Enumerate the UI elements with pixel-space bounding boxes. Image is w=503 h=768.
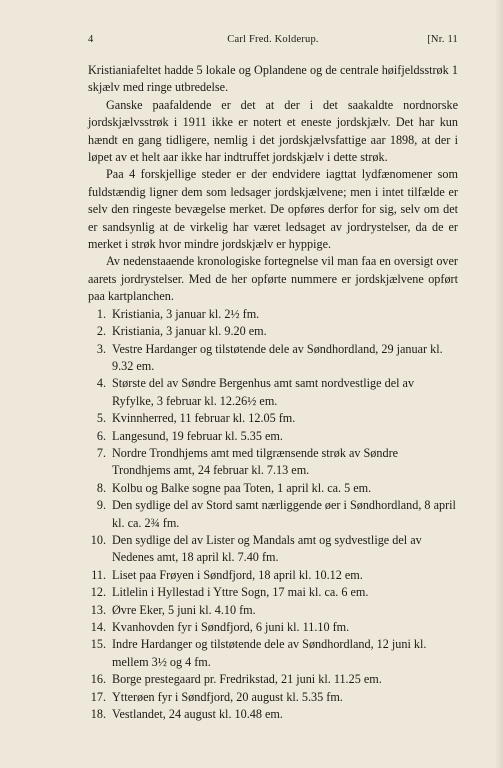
list-item <box>88 567 458 584</box>
item-text: Kristiania, 3 januar kl. 2½ fm. <box>112 306 260 321</box>
item-text: Vestre Hardanger og tilstøtende dele av Søndhordland, 29 januar kl. 9.32 em. <box>112 341 443 373</box>
item-text: Liset paa Frøyen i Søndfjord, 18 april kl. 10.12 em. <box>112 567 363 582</box>
list-item <box>88 706 458 723</box>
item-text: Den sydlige del av Lister og Mandals amt og sydvestlige del av Nedenes amt, 18 april kl. 7.40 fm. <box>112 532 422 565</box>
item-number: 12. <box>90 585 106 600</box>
item-number: 10. <box>90 532 106 547</box>
item-text: Borge prestegaard pr. Fredrikstad, 21 juni kl. 11.25 em. <box>112 672 382 687</box>
item-text: Øvre Eker, 5 juni kl. 4.10 fm. <box>112 602 256 617</box>
list-item <box>88 689 458 706</box>
list-item <box>88 636 458 671</box>
running-header <box>88 34 458 50</box>
list-item <box>88 480 458 497</box>
item-number: 3. <box>96 341 106 356</box>
item-number: 2. <box>96 324 106 339</box>
item-text: Kvanhovden fyr i Søndfjord, 6 juni kl. 11.10 fm. <box>112 620 350 634</box>
list-item <box>88 306 458 323</box>
list-item <box>88 584 458 601</box>
item-text: Litlelin i Hyllestad i Yttre Sogn, 17 mai kl. ca. 6 em. <box>112 585 369 600</box>
item-number: 17. <box>90 689 106 704</box>
running-title: Carl Fred. Kolderup. <box>227 34 319 45</box>
body-text <box>88 62 458 723</box>
list-item <box>88 428 458 445</box>
list-item <box>88 323 458 340</box>
item-text: Kolbu og Balke sogne paa Toten, 1 april kl. ca. 5 em. <box>112 480 372 495</box>
item-text: Nordre Trondhjems amt med tilgrænsende strøk av Søndre Trondhjems amt, 24 februar kl. 7.13 em. <box>112 445 399 478</box>
list-item <box>88 445 458 480</box>
item-number: 4. <box>96 376 106 391</box>
item-number: 14. <box>90 620 106 634</box>
item-text: Den sydlige del av Stord samt nærliggende øer i Søndhordland, 8 april kl. ca. 2¾ fm. <box>112 498 456 530</box>
item-text: Langesund, 19 februar kl. 5.35 em. <box>112 428 283 443</box>
item-text: Indre Hardanger og tilstøtende dele av Søndhordland, 12 juni kl. mellem 3½ og 4 fm. <box>112 637 427 669</box>
item-number: 8. <box>96 480 106 495</box>
item-number: 5. <box>96 411 106 426</box>
list-item <box>88 602 458 619</box>
list-item <box>88 619 458 636</box>
item-number: 1. <box>96 306 106 321</box>
item-text: Kvinnherred, 11 februar kl. 12.05 fm. <box>112 411 296 426</box>
item-text: Kristiania, 3 januar kl. 9.20 em. <box>112 324 267 339</box>
item-text: Største del av Søndre Bergenhus amt samt nordvestlige del av Ryfylke, 3 februar kl. 12.26½ em. <box>112 376 415 408</box>
list-item <box>88 410 458 427</box>
earthquake-list <box>88 306 458 724</box>
item-number: 13. <box>90 602 106 617</box>
issue-number: [Nr. 11 <box>427 34 458 45</box>
item-text: Vestlandet, 24 august kl. 10.48 em. <box>112 707 283 722</box>
item-text: Ytterøen fyr i Søndfjord, 20 august kl. 5.35 fm. <box>112 689 343 704</box>
item-number: 11. <box>91 567 106 582</box>
paragraph: Kristianiafeltet hadde 5 lokale og Oplandene og de centrale høifjeldsstrøk 1 skjælv med ringe utbredelse. <box>88 63 458 95</box>
paragraph: Ganske paafaldende er det at der i det saakaldte nordnorske jordskjælvsstrøk i 1911 ikke er notert et eneste jordskjælv. Det har kun hændt en gang tidligere, nemlig i det jordskjælvsfattige aar 1898, at der i løpet av et helt aar ikke har indtruffet jordskjælv i dette strøk. <box>88 97 458 165</box>
item-number: 9. <box>96 498 106 513</box>
item-number: 6. <box>96 428 106 443</box>
paragraph: Av nedenstaaende kronologiske fortegnelse vil man faa en oversigt over aarets jordrystelser. Med de her opførte nummere er jordskjælvene opført paa kartplanchen. <box>88 254 458 304</box>
list-item <box>88 532 458 567</box>
list-item <box>88 497 458 532</box>
page-number: 4 <box>88 34 94 45</box>
item-number: 18. <box>90 707 106 722</box>
list-item <box>88 375 458 410</box>
list-item <box>88 671 458 688</box>
item-number: 15. <box>90 637 106 652</box>
item-number: 16. <box>90 672 106 687</box>
page-edge-shadow <box>495 0 503 768</box>
paragraph: Paa 4 forskjellige steder er der endvidere iagttat lydfænomener som fuldstændig ligner dem som ledsager jordskjælvene; men i intet tilfælde er selv den ringeste bevægelse merket. De opføres derfor for sig, selv om det er sandsynlig at de virkelig har været ledsaget av jordrystelser, da de er merket i strøk hvor mindre jordskjælv er hyppige. <box>88 167 458 252</box>
list-item <box>88 341 458 376</box>
item-number: 7. <box>96 445 106 460</box>
